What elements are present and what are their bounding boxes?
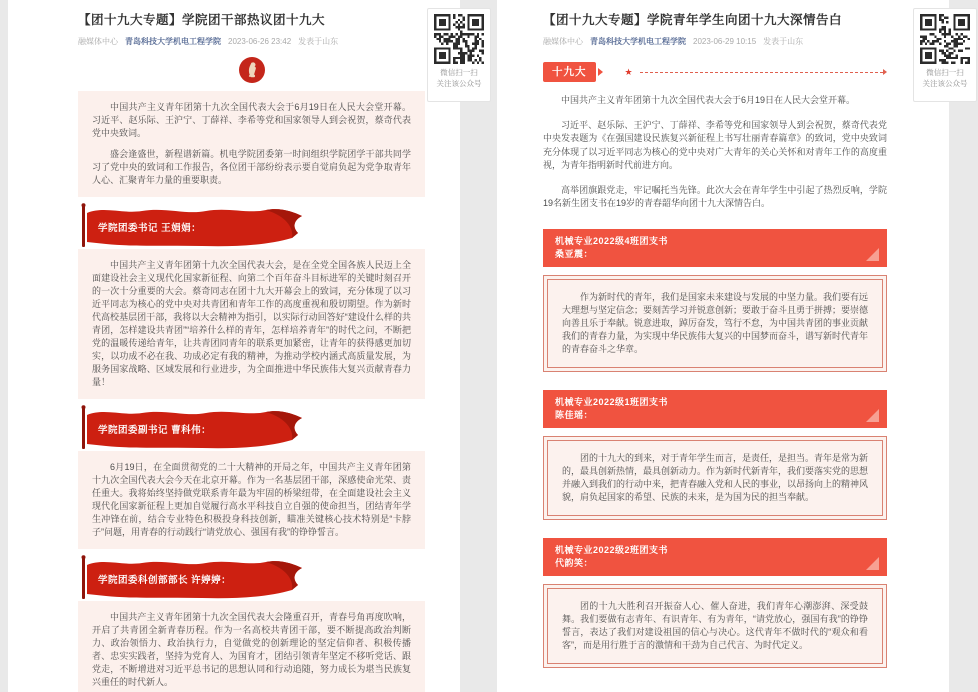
publish-location: 发表于山东 [763, 37, 804, 46]
topic-badge: 十九大 [543, 62, 596, 82]
flag-banner-icon [78, 405, 425, 445]
intro-paragraph: 中国共产主义青年团第十九次全国代表大会于6月19日在人民大会堂开幕。习近平、赵乐际、王沪宁、丁薛祥、李希等党和国家领导人到会祝贺，蔡奇代表党中央致词。 [92, 102, 411, 138]
quote-panel [543, 584, 887, 668]
student-name-label: 代韵笑： [555, 557, 594, 568]
class-label: 机械专业2022级4班团支书 [555, 235, 669, 246]
publish-time: 2023-06-29 10:15 [693, 37, 757, 46]
badge-arrow-icon [598, 68, 603, 76]
qr-code-icon [434, 14, 484, 64]
speech-text: 中国共产主义青年团第十九次全国代表大会，是在全党全国各族人民迈上全面建设社会主义现代化国家新征程、向第二个百年奋斗目标进军的关键时刻召开的一次十分重要的大会。蔡奇同志在团十九大开幕会上的致词，充分体现了以习近平同志为核心的党中央对共青团和青年工作的高度重视和殷切期望。作为新时代高校基层团干部，我将以大会精神为指引，以实际行动回答好“建设什么样的共青团，怎样建设共青团”“培养什么样的青年，怎样培养青年”的时代之问，不断把党的温暖传递给青年，让共青团同青年的联系更加紧密，让青年的获得感更加切实，以功成不必在我、功成必定有我的精神，为推动学校内涵式高质量发展，为服务国家战略、区域发展和行业进步，为全面推进中华民族伟大复兴贡献青春力量！ [92, 260, 411, 387]
student-section-header [543, 538, 887, 576]
student-section-header [543, 229, 887, 267]
publish-time: 2023-06-26 23:42 [228, 37, 292, 46]
dotted-divider [640, 72, 883, 73]
flag-banner-icon [78, 555, 425, 595]
student-section-header [543, 390, 887, 428]
body-paragraph: 习近平、赵乐际、王沪宁、丁薛祥、李希等党和国家领导人到会祝贺，蔡奇代表党中央发表题为《在强国建设民族复兴新征程上书写壮丽青春篇章》的致词，党中央致词充分体现了以习近平同志为核心的党中央对广大青年的关心关怀和对青年工作的高度重视，为青年指明新时代前进方向。 [543, 119, 887, 170]
quote-text: 作为新时代的青年，我们是国家未来建设与发展的中坚力量。我们要有远大理想与坚定信念；要刻苦学习并锐意创新；要敢于奋斗且勇于拼搏；要崇德向善且乐于奉献。锐意进取，踔厉奋发，笃行不怠，为中国共青团的事业贡献我们的青春力量，为实现中华民族伟大复兴的中国梦而奋斗，谱写新时代青年的青春奋斗之华章。 [562, 291, 869, 354]
speech-panel [78, 249, 425, 399]
class-label: 机械专业2022级2班团支书 [555, 544, 669, 555]
page-title: 【团十九大专题】学院青年学生向团十九大深情告白 [543, 13, 843, 27]
fold-corner-icon [866, 248, 879, 261]
publish-location: 发表于山东 [298, 37, 339, 46]
quote-text: 团的十九大胜利召开振奋人心、催人奋进，我们青年心潮澎湃、深受鼓舞。我们要做有志青年、有识青年、有为青年，“请党放心，强国有我”的铮铮誓言，表达了我们对建设祖国的信心与决心。这代青年不做时代的“观众和看客”，而是用行胜于言的激情和干劲为自己代言、为时代定义。 [562, 600, 868, 650]
intro-panel [78, 91, 425, 197]
qr-caption-line2: 关注该公众号 [922, 78, 968, 88]
quote-panel [543, 275, 887, 372]
account-name-link[interactable]: 青岛科技大学机电工程学院 [590, 37, 686, 46]
qr-caption-line1: 微信扫一扫 [926, 68, 964, 77]
speech-panel [78, 451, 425, 549]
class-label: 机械专业2022级1班团支书 [555, 396, 669, 407]
youth-league-emblem-icon [239, 57, 265, 83]
topic-divider [543, 61, 887, 83]
media-center-label: 融媒体中心 [78, 37, 118, 46]
article-page-left [8, 0, 460, 692]
article-meta [78, 36, 425, 47]
qr-card[interactable] [913, 8, 977, 102]
article-page-right [497, 0, 949, 692]
fold-corner-icon [866, 409, 879, 422]
speech-text: 6月19日，在全面贯彻党的二十大精神的开局之年，中国共产主义青年团第十九次全国代表大会今天在北京开幕。作为一名基层团干部，深感使命光荣、责任重大。我将始终坚持做党联系青年最为牢固的桥梁纽带，在全面建设社会主义现代化国家新征程上更加自觉履行高水平科技自立自强的使命担当，团结青年学生冲锋在前，结合专业特色积极投身科技创新，瞄准关键核心技术特别是“卡脖子”问题，用青春的行动践行“请党放心、强国有我”的铮铮誓言。 [92, 462, 411, 537]
fold-corner-icon [866, 557, 879, 570]
flag-banner-icon [78, 203, 425, 243]
page-title: 【团十九大专题】学院团干部热议团十九大 [78, 13, 326, 27]
student-name-label: 桑亚震： [555, 248, 594, 259]
quote-text: 团的十九大的到来，对于青年学生而言，是责任，是担当。青年是常为新的，最具创新热情，最具创新动力。作为新时代新青年，我们要落实党的思想并融入到我们的行动中来，把青春融入党和人民的事业，以昂扬向上的精神风貌，肩负起国家的希望、民族的未来，是为国为民的担当奉献。 [562, 452, 869, 502]
arrow-right-icon [883, 69, 887, 75]
qr-caption-line2: 关注该公众号 [436, 78, 482, 88]
qr-code-icon [920, 14, 970, 64]
body-paragraph: 中国共产主义青年团第十九次全国代表大会于6月19日在人民大会堂开幕。 [561, 95, 856, 105]
speaker-name-label: 学院团委科创部部长 许婷婷： [98, 575, 232, 586]
qr-caption-line1: 微信扫一扫 [440, 68, 478, 77]
speech-text: 中国共产主义青年团第十九次全国代表大会隆重召开，青春号角再度吹响，开启了共青团全新青春历程。作为一名高校共青团干部，要不断提高政治判断力、政治领悟力、政治执行力，自觉做党的创新理论的坚定信仰者、积极传播者、忠实实践者，坚持为党育人、为国育才，团结引领青年坚定不移听党话、跟党走，不断增进对习近平总书记的思想认同和行动追随，努力成长为堪当民族复兴重任的时代新人。 [92, 612, 411, 687]
body-paragraph: 高举团旗跟党走，牢记嘱托当先锋。此次大会在青年学生中引起了热烈反响，学院19名新生团支书在19岁的青春韶华向团十九大深情告白。 [543, 184, 887, 208]
student-name-label: 陈佳瑶： [555, 409, 594, 420]
star-icon: ★ [624, 67, 633, 77]
intro-paragraph: 盛会逢盛世，新程谱新篇。机电学院团委第一时间组织学院团学干部共同学习了党中央的致词和工作报告，各位团干部纷纷表示要自觉肩负起为党争取青年人心、汇聚青年力量的重要职责。 [92, 149, 411, 185]
speaker-name-label: 学院团委副书记 曹科伟： [98, 425, 212, 436]
quote-panel [543, 436, 887, 520]
article-meta [543, 36, 887, 47]
qr-card[interactable] [427, 8, 491, 102]
speaker-name-label: 学院团委书记 王娟娟： [98, 223, 202, 234]
speech-panel [78, 601, 425, 692]
account-name-link[interactable]: 青岛科技大学机电工程学院 [125, 37, 221, 46]
media-center-label: 融媒体中心 [543, 37, 583, 46]
